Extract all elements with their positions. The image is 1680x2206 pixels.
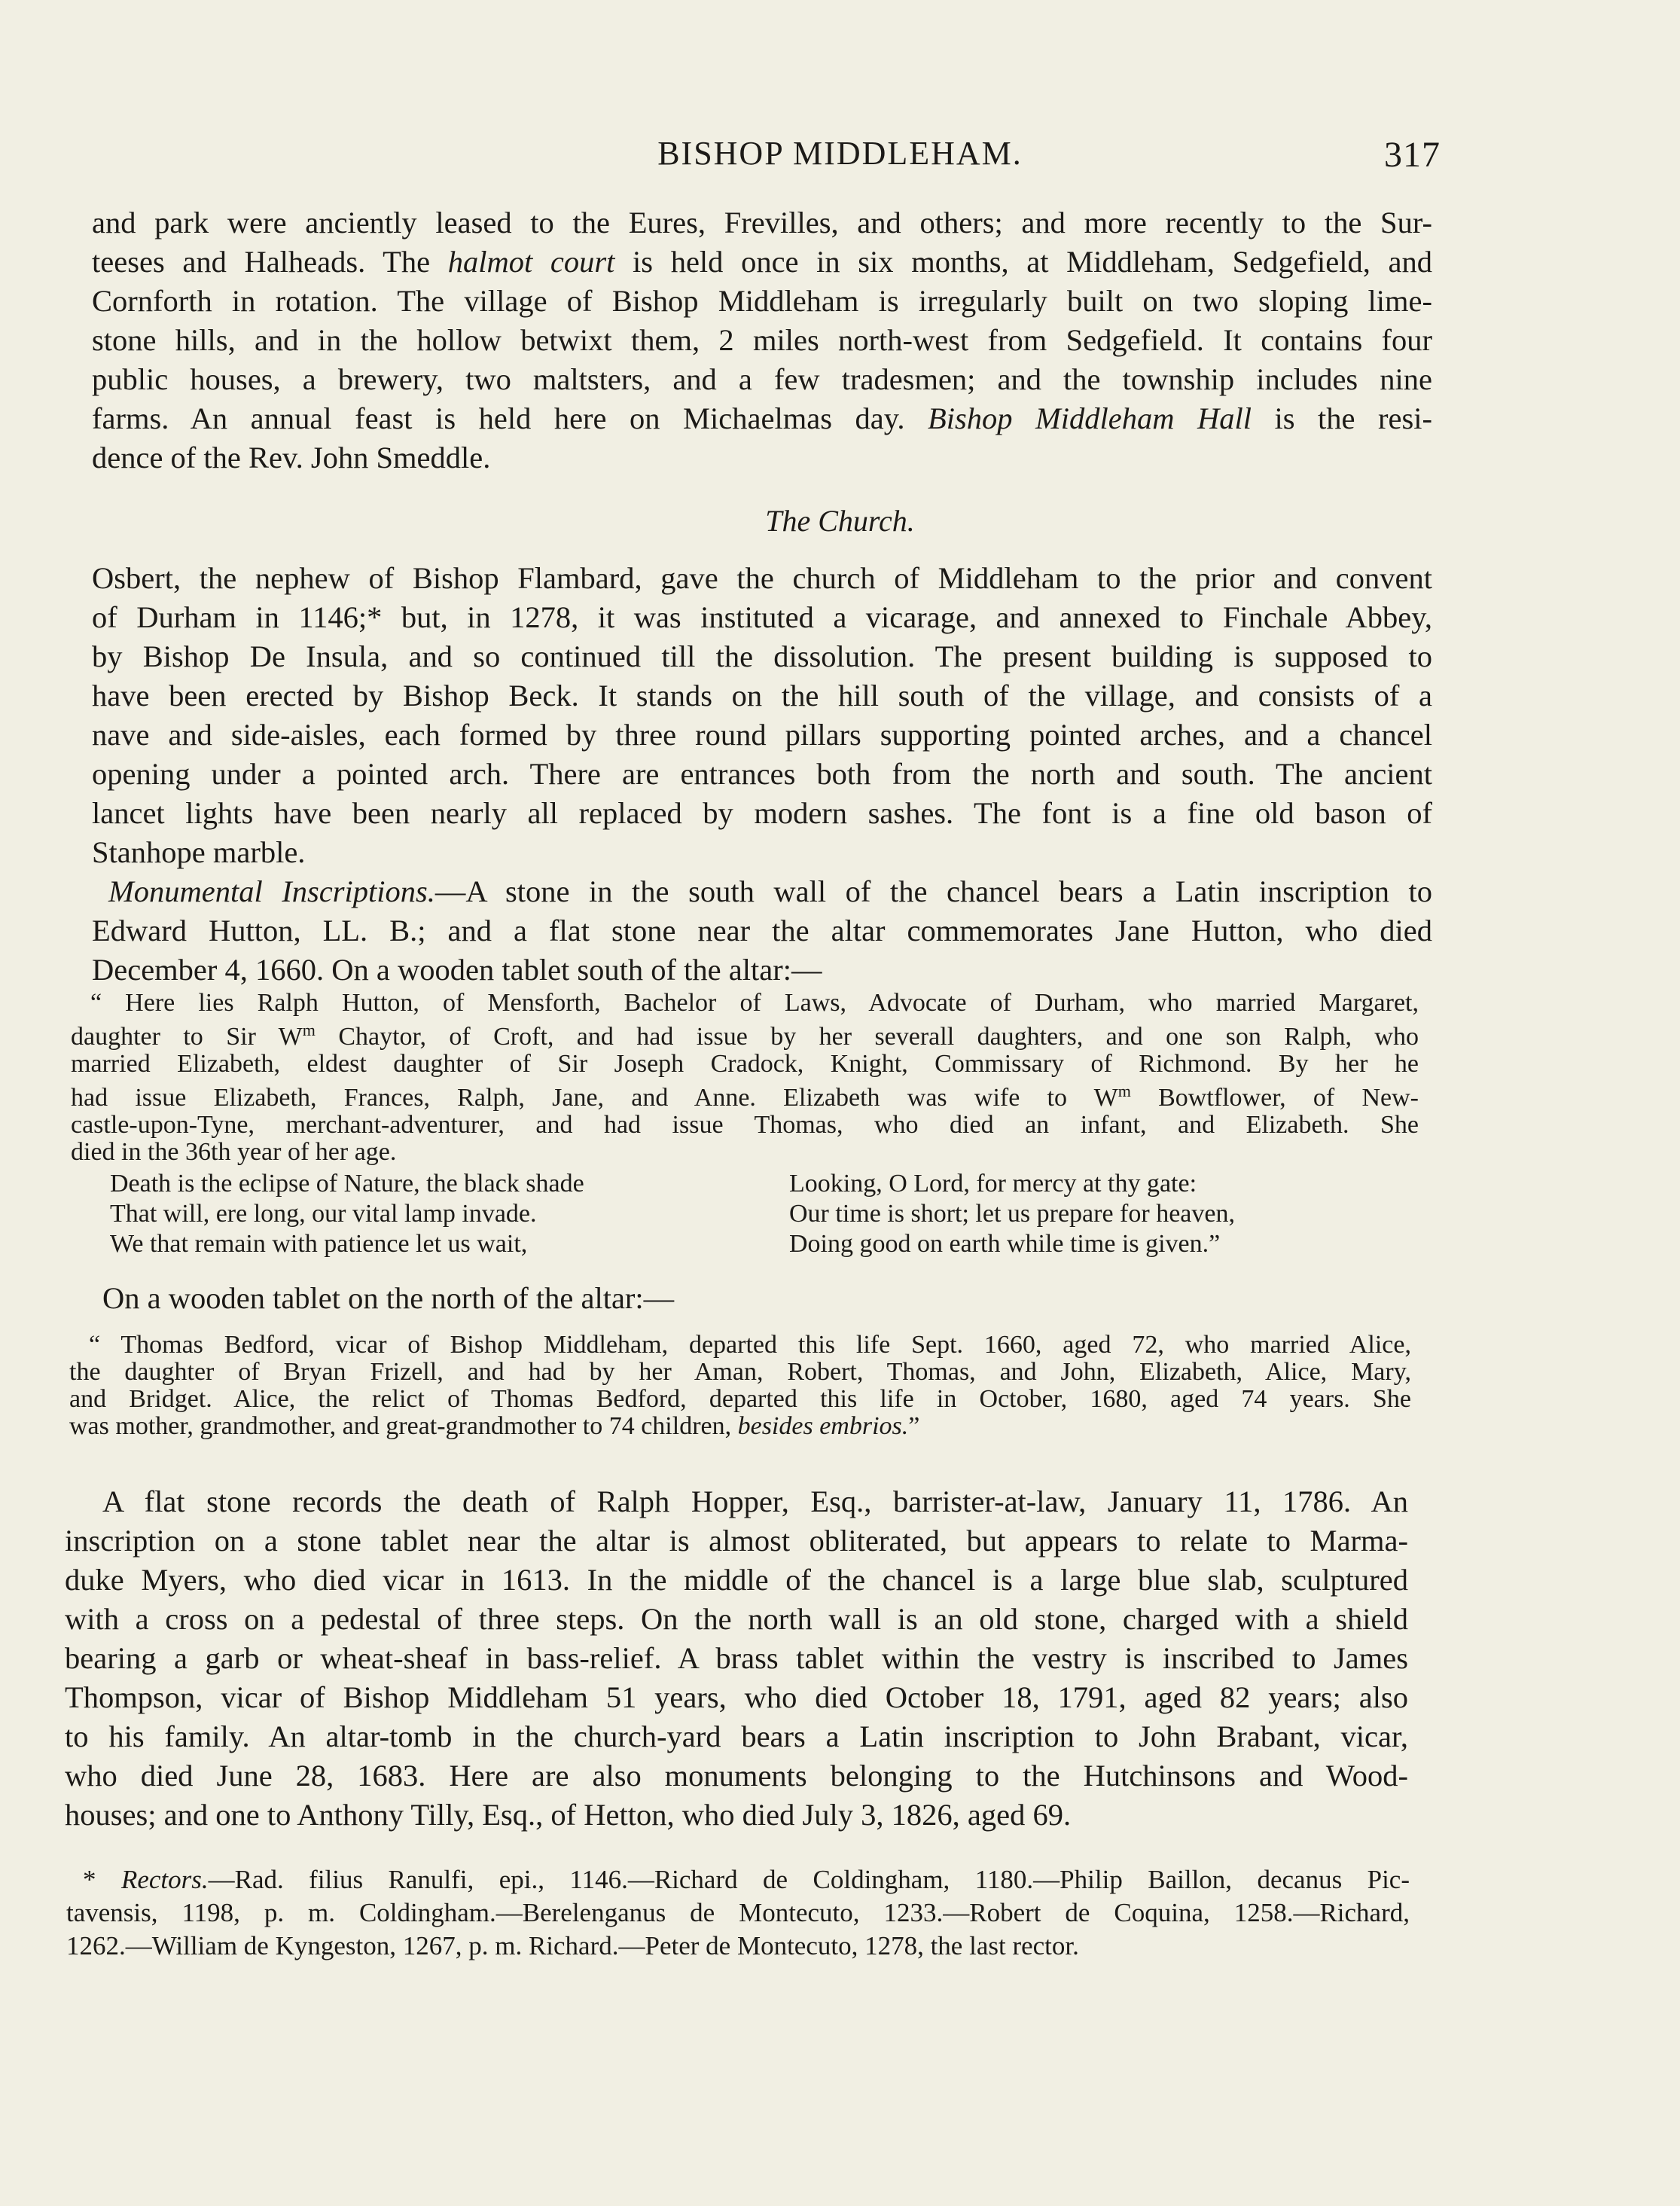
paragraph-monuments	[65, 1482, 1408, 1835]
text-line: “ Here lies Ralph Hutton, of Mensforth, Bachelor of Laws, Advocate of Durham, who married Margaret,	[90, 989, 1419, 1017]
text-line: houses; and one to Anthony Tilly, Esq., of Hetton, who died July 3, 1826, aged 69.	[65, 1798, 1072, 1832]
text-line: * Rectors.—Rad. filius Ranulfi, epi., 1146.—Richard de Coldingham, 1180.—Philip Baillon, decanus Pic-	[83, 1865, 1410, 1894]
text-line: opening under a pointed arch. There are entrances both from the north and south. The ancient	[92, 757, 1432, 791]
text-line: and park were anciently leased to the Eures, Frevilles, and others; and more recently to the Sur-	[92, 206, 1432, 240]
verse-line: We that remain with patience let us wait,	[110, 1230, 528, 1258]
inscription-quote-bedford	[69, 1332, 1411, 1440]
text-line: dence of the Rev. John Smeddle.	[92, 441, 491, 474]
text-line: by Bishop De Insula, and so continued till the dissolution. The present building is supposed to	[92, 639, 1432, 673]
paragraph-village	[92, 203, 1432, 478]
text-line: Osbert, the nephew of Bishop Flambard, gave the church of Middleham to the prior and convent	[92, 561, 1432, 595]
text-line: tavensis, 1198, p. m. Coldingham.—Berelenganus de Montecuto, 1233.—Robert de Coquina, 1258.—Richard,	[66, 1898, 1410, 1927]
text-line: 1262.—William de Kyngeston, 1267, p. m. Richard.—Peter de Montecuto, 1278, the last rector.	[66, 1931, 1079, 1960]
text-line: had issue Elizabeth, Frances, Ralph, Jane, and Anne. Elizabeth was wife to $W^m$ Bowtflower, of New-	[71, 1082, 1419, 1112]
verse-left-column	[110, 1169, 584, 1259]
text-line: who died June 28, 1683. Here are also monuments belonging to the Hutchinsons and Wood-	[65, 1759, 1408, 1793]
tablet-intro: On a wooden tablet on the north of the altar:—	[102, 1281, 675, 1315]
verse-line: Our time is short; let us prepare for heaven,	[789, 1200, 1235, 1228]
text-line: Cornforth in rotation. The village of Bishop Middleham is irregularly built on two sloping lime-	[92, 284, 1432, 318]
text-line: stone hills, and in the hollow betwixt them, 2 miles north-west from Sedgefield. It contains four	[92, 323, 1432, 357]
text-line: married Elizabeth, eldest daughter of Sir Joseph Cradock, Knight, Commissary of Richmond. By her he	[71, 1050, 1419, 1078]
inscription-quote-hutton	[71, 990, 1419, 1166]
text-line: bearing a garb or wheat-sheaf in bass-relief. A brass tablet within the vestry is inscribed to James	[65, 1641, 1408, 1675]
halmot-court-term: halmot court	[447, 245, 615, 279]
text-line: “ Thomas Bedford, vicar of Bishop Middleham, departed this life Sept. 1660, aged 72, who married Alice,	[89, 1331, 1411, 1359]
verse-line: Looking, O Lord, for mercy at thy gate:	[789, 1170, 1197, 1198]
verse-line: That will, ere long, our vital lamp invade.	[110, 1200, 537, 1228]
text-line: Stanhope marble.	[92, 835, 306, 869]
text-line: to his family. An altar-tomb in the church-yard bears a Latin inscription to John Brabant, vicar,	[65, 1719, 1408, 1753]
text-line: teeses and Halheads. The halmot court is held once in six months, at Middleham, Sedgefield, and	[92, 245, 1433, 279]
text-line: Edward Hutton, LL. B.; and a flat stone near the altar commemorates Jane Hutton, who died	[92, 914, 1432, 947]
text-line: A flat stone records the death of Ralph Hopper, Esq., barrister-at-law, January 11, 1786. An	[102, 1484, 1408, 1518]
text-line: and Bridget. Alice, the relict of Thomas Bedford, departed this life in October, 1680, aged 74 years. She	[69, 1385, 1411, 1413]
text-line: farms. An annual feast is held here on Michaelmas day. Bishop Middleham Hall is the resi-	[92, 401, 1432, 435]
text-line: with a cross on a pedestal of three steps. On the north wall is an old stone, charged with a shield	[65, 1602, 1408, 1636]
paragraph-church	[92, 559, 1432, 990]
subheading-inline: Monumental Inscriptions.	[108, 874, 435, 908]
page-number: 317	[1384, 135, 1441, 175]
footnote-rectors	[66, 1863, 1410, 1963]
verse-right-column	[789, 1169, 1235, 1259]
text-line: Monumental Inscriptions.—A stone in the south wall of the chancel bears a Latin inscription to	[108, 874, 1432, 908]
text-line: public houses, a brewery, two maltsters, and a few tradesmen; and the township includes nine	[92, 362, 1432, 396]
section-heading: The Church.	[765, 504, 915, 538]
text-line: daughter to Sir $W^m$ Chaytor, of Croft, and had issue by her severall daughters, and one son Ralph, who	[71, 1021, 1419, 1051]
text-line: December 4, 1660. On a wooden tablet south of the altar:—	[92, 953, 822, 987]
text-line: was mother, grandmother, and great-grandmother to 74 children, besides embrios.”	[69, 1412, 920, 1440]
text-line: the daughter of Bryan Frizell, and had by her Aman, Robert, Thomas, and John, Elizabeth, Alice, Mary,	[69, 1358, 1411, 1386]
text-line: Thompson, vicar of Bishop Middleham 51 years, who died October 18, 1791, aged 82 years; also	[65, 1680, 1408, 1714]
text-line: have been erected by Bishop Beck. It stands on the hill south of the village, and consists of a	[92, 679, 1432, 712]
text-line: lancet lights have been nearly all replaced by modern sashes. The font is a fine old bason of	[92, 796, 1432, 830]
text-line: nave and side-aisles, each formed by three round pillars supporting pointed arches, and a chancel	[92, 718, 1432, 752]
text-line: duke Myers, who died vicar in 1613. In the middle of the chancel is a large blue slab, sculptured	[65, 1563, 1408, 1597]
hall-name: Bishop Middleham Hall	[927, 401, 1252, 435]
text-line: died in the 36th year of her age.	[71, 1138, 397, 1166]
verse-line: Death is the eclipse of Nature, the black shade	[110, 1170, 584, 1198]
text-line: of Durham in 1146;* but, in 1278, it was instituted a vicarage, and annexed to Finchale Abbey,	[92, 600, 1432, 634]
text-line: inscription on a stone tablet near the altar is almost obliterated, but appears to relate to Marma-	[65, 1524, 1408, 1558]
text-line: castle-upon-Tyne, merchant-adventurer, and had issue Thomas, who died an infant, and Elizabeth. She	[71, 1111, 1419, 1139]
verse-line: Doing good on earth while time is given.”	[789, 1230, 1221, 1258]
running-head-title: BISHOP MIDDLEHAM.	[657, 135, 1023, 172]
